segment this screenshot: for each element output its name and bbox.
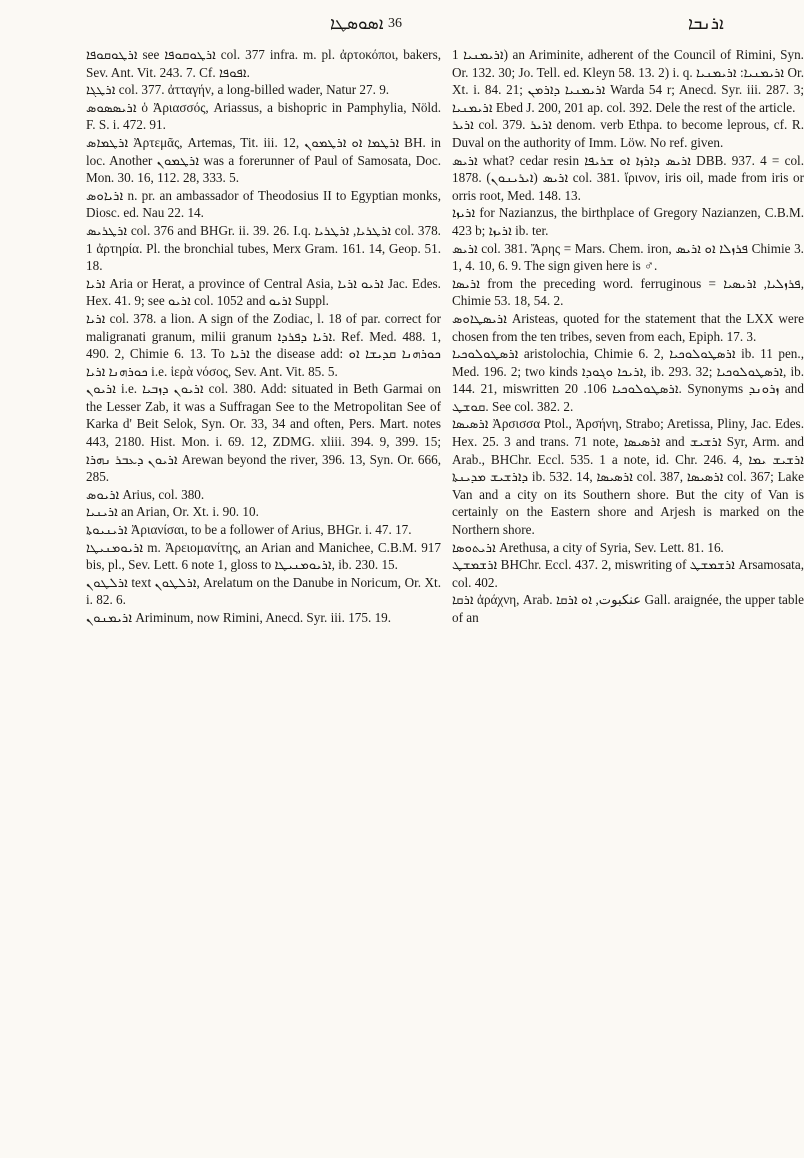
dictionary-entry: ܐܪܝܣܐ from the preceding word. ferruginous = ܦܪܙܠܝܐ, ܐܪܝܣܝܐ, Chimie 53. 18, 54. 2. xyxy=(452,275,804,309)
dictionary-entry: ܐܪܝܢܝܘܬܐ Ἀριανίσαι, to be a follower of Arius, BHGr. i. 47. 17. xyxy=(86,522,412,538)
dictionary-entry: ܐܪܣܝܣܐ Ἀρσισσα Ptol., Ἀρσήνη, Strabo; Aretissa, Pliny, Jac. Edes. Hex. 25. 3 and trans. 71 note, ܐܪܣܝܣܐ and ܐܪܫܝܫ Syr, Arm. and Arab., BHChr. Eccl. 535. 1 a note, id. Chr. 246. 4, ܐܪܫܝܫ ܝܡܐ ܕܐܪܫܝܫ ܡܕܝܢܬܐ ib. 532. 14, ܐܪܣܝܣܐ col. 387, ܐܪܣܝܣܐ col. 367; Lake Van and a city on its Southern shore. But the city of Van is certainly on the Eastern shore and Arjesh is marked on the Northern shore. xyxy=(452,416,804,538)
dictionary-entry: ܐܪܝܣܣܘܣ ὁ Ἀριασσός, Ariassus, a bishopric in Pamphylia, Nöld. F. S. i. 472. 91. xyxy=(86,99,441,133)
dictionary-entry: ܐܪܝܬܘܣܐ Arethusa, a city of Syria, Sev. Lett. 81. 16. xyxy=(452,539,724,555)
right-column xyxy=(452,46,804,627)
running-head-left: ܐܣܘܣܛܐ xyxy=(330,14,384,34)
dictionary-entry: ܐܪܝܣ col. 381. Ἄρης = Mars. Chem. iron, ܦܪܙܠܐ ܐܘ ܐܪܝܣ Chimie 3. 1, 4. 10, 6. 9. The sign given here is ♂. xyxy=(452,240,804,274)
dictionary-entry: ܐܪܝܘܣ Arius, col. 380. xyxy=(86,486,205,502)
dictionary-entry: ܐܪܝܘܢ i.e. ܐܪܝܘܢ ܕܙܒܝܐ col. 380. Add: situated in Beth Garmai on the Lesser Zab, it was a Suffragan See to the Metropolitan See of Karka d' Beit Selok, Syn. Or. 33, 34 and often, Pers. Mart. notes 443, 2180. Hist. Mon. i. 69. 12, ZDMG. xliii. 394. 9, 399. 15; ܐܪܝܘܢ ܕܥܒܪ ܢܗܪܐ Arewan beyond the river, 396. 13, Syn. Or. 666, 285. xyxy=(86,381,441,485)
dictionary-entry: ܐܪܝܐܘܣ n. pr. an ambassador of Theodosius II to Egyptian monks, Diosc. ed. Nau 22. 14. xyxy=(86,187,441,221)
dictionary-entry: ܐܪܠܛܘܢ text ܐܪܠܛܘܢ, Arelatum on the Danube in Noricum, Or. Xt. i. 82. 6. xyxy=(86,574,442,608)
page-number: 36 xyxy=(388,16,402,31)
dictionary-entry: ܐܪܝܡܢܘܢ Ariminum, now Rimini, Anecd. Syr. iii. 175. 19. xyxy=(86,610,392,625)
running-head-right: ܐܪܢܒܐ xyxy=(688,14,724,34)
dictionary-entry: ܐܪܝܐ col. 378. a lion. A sign of the Zodiac, l. 18 of par. correct for maligranati granum, milii granum ܐܪܝܐ ܕܦܪܕܐ. Ref. Med. 488. 1, 490. 2, Chimie 6. 13. To ܐܪܝܐ the disease add: ܟܘܪܗܢܐ ܩܕܝܫܐ ܐܘ ܟܘܪܗܢܐ ܐܪܝܐ i.e. ἱερὰ νόσος, Sev. Ant. Vit. 85. 5. xyxy=(86,310,442,379)
dictionary-entry: ܐܪܛܪܝܣ col. 376 and BHGr. ii. 39. 26. I.q. ܐܪܛܪܝܐ, ܐܪܛܪܝܐ col. 378. 1 ἀρτηρία. Pl. the bronchial tubes, Merx Gram. 161. 14, Geop. 51. 18. xyxy=(86,222,441,274)
dictionary-entry: ܐܪܩܐ ἀράχνη, Arab. عنكبوت, ܐܘ ܐܪܩܐ Gall. araignée, the upper table of an xyxy=(452,592,804,625)
left-column xyxy=(86,46,441,627)
dictionary-entry: ܐܪܛܡܐܣ Ἀρτεμᾶς, Artemas, Tit. iii. 12, ܐܪܛܡܐ ܐܘ ܐܪܛܡܘܢ BH. in loc. Another ܐܪܛܡܘܢ was a forerunner of Paul of Samosata, Doc. Mon. 30. 16, 112. 28, 333. 5. xyxy=(86,134,441,186)
dictionary-entry: ܐܪܝܢܝܐ an Arian, Or. Xt. i. 90. 10. xyxy=(86,504,259,520)
dictionary-entry: ܐܪܝܙܐ for Nazianzus, the birthplace of Gregory Nazianzen, C.B.M. 423 b; ܐܪܝܙܐ ib. ter. xyxy=(452,205,804,238)
dictionary-entry: ܐܪܛܘܩܘܦܐ see ܐܪܛܘܩܘܦܐ col. 377 infra. m. pl. ἀρτοκόποι, bakers, Sev. Ant. Vit. 243. 7. Cf. ܐܦܘܦܐ. xyxy=(86,47,441,80)
dictionary-entry: ܐܪܫܡܫܛ BHChr. Eccl. 437. 2, miswriting of ܐܪܫܡܫܛ Arsamosata, col. 402. xyxy=(452,557,804,590)
dictionary-entry: ܐܪܝܘܡܢܝܛܐ m. Ἀρειομανίτης, an Arian and Manichee, C.B.M. 917 bis, pl., Sev. Lett. 6 note 1, gloss to ܐܪܝܘܡܢܝܛܐ, ib. 230. 15. xyxy=(86,539,441,573)
dictionary-entry: ܐܪܣܛܘܠܘܟܝܐ aristolochia, Chimie 6. 2, ܐܪܣܛܘܠܘܟܝܐ ib. 11 pen., Med. 196. 2; two kinds ܐܪܝܟܐ ܘܓܘܕܐ, ib. 293. 32; ܐܪܣܛܘܠܘܟܝܐ, ib. 144. 21, miswritten ܐܪܣܛܘܠܘܟܝܐ 106. 20. Synonyms ܙܪܘܢܕ and ܩܘܫܛ. See col. 382. 2. xyxy=(452,346,804,414)
dictionary-entry: ܐܪܝܡܢܝܐ 1) an Ariminite, adherent of the Council of Rimini, Syn. Or. 132. 30; Jo. Tell. ed. Kleyn 58. 13. 2) i. q. ܐܪܝܡܢܝܐ: ܐܪܝܡܢܝܐ Or. Xt. i. 84. 21; ܐܪܝܡܢܝܐ ܕܐܪܡܢ Warda 54 r; Anecd. Syr. iii. 287. 3; ܐܪܝܡܢܝܐ Ebed J. 200, 201 ap. col. 392. Dele the rest of the article. xyxy=(452,47,804,115)
dictionary-entry: ܐܪܝܣܛܐܘܣ Aristeas, quoted for the statement that the LXX were chosen from the ten tribes, seven from each, Epiph. 17. 3. xyxy=(452,310,804,344)
dictionary-entry: ܐܪܝܐ Aria or Herat, a province of Central Asia, ܐܪܝܘ ܐܪܝܐ Jac. Edes. Hex. 41. 9; see ܐܪܝܘ col. 1052 and ܐܪܝܘ Suppl. xyxy=(86,275,441,309)
dictionary-entry: ܐܪܛܓܐ col. 377. ἀτταγήν, a long-billed wader, Natur 27. 9. xyxy=(86,82,390,98)
page-header xyxy=(0,10,800,38)
dictionary-entry: ܐܪܝܪ col. 379. ܐܪܝܪ denom. verb Ethpa. to become leprous, cf. R. Duval on the authority of Imm. Löw. No ref. given. xyxy=(452,117,804,150)
dictionary-entry: ܐܪܝܣ what? cedar resin ܐܪܝܣ ܕܐܪܙܐ ܐܘ ܫܪܝܦܐ DBB. 937. 4 = col. 1878. ܐܪܝܣ (ܐܝܪܝܢܘܢ) col. 381. ἴρινον, iris oil, made from iris or orris root, Med. 148. 13. xyxy=(452,152,804,203)
